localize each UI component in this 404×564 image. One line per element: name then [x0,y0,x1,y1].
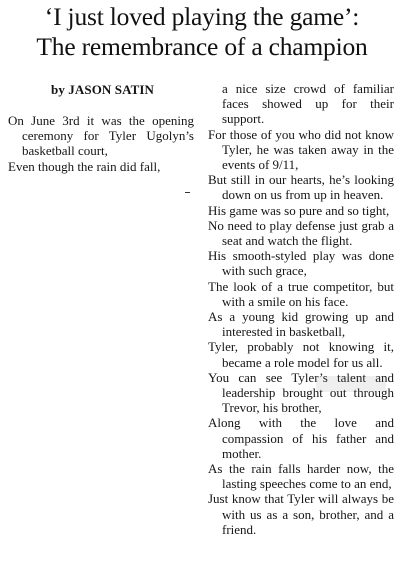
stanza-continuation: a nice size crowd of familiar faces showed up for their support. [222,81,394,127]
stanza: As the rain falls harder now, the lasting speeches come to an end, [208,461,394,492]
left-column [8,113,194,174]
stanza: His smooth-styled play was done with such grace, [208,248,394,279]
stanza: For those of you who did not know Tyler, he was taken away in the events of 9/11, [208,126,394,173]
right-column [208,81,394,537]
stanza: Along with the love and compassion of his father and mother. [208,415,394,461]
stanza: Even though the rain did fall, [8,158,161,174]
stanza: Just know that Tyler will always be with us as a son, brother, and a friend. [208,491,394,537]
print-smudge [316,376,386,392]
column-dash-mark [185,192,190,193]
stanza: As a young kid growing up and interested in basketball, [208,309,394,340]
stanza: On June 3rd it was the opening ceremony for Tyler Ugolyn’s basketball court, [8,113,194,159]
byline: by JASON SATIN [51,82,155,97]
headline-line-2: The remembrance of a champion [36,32,368,61]
stanza: You can see Tyler’s talent and leadership brought out through Trevor, his brother, [208,369,394,416]
stanza: But still in our hearts, he’s looking down on us from up in heaven. [208,172,394,203]
headline-line-1: ‘I just loved playing the game’: [44,2,360,31]
stanza: The look of a true competitor, but with a smile on his face. [208,278,394,309]
stanza: His game was so pure and so tight, [208,202,390,218]
stanza: Tyler, probably not knowing it, became a role model for us all. [208,339,394,370]
stanza: No need to play defense just grab a seat and watch the flight. [208,217,394,249]
